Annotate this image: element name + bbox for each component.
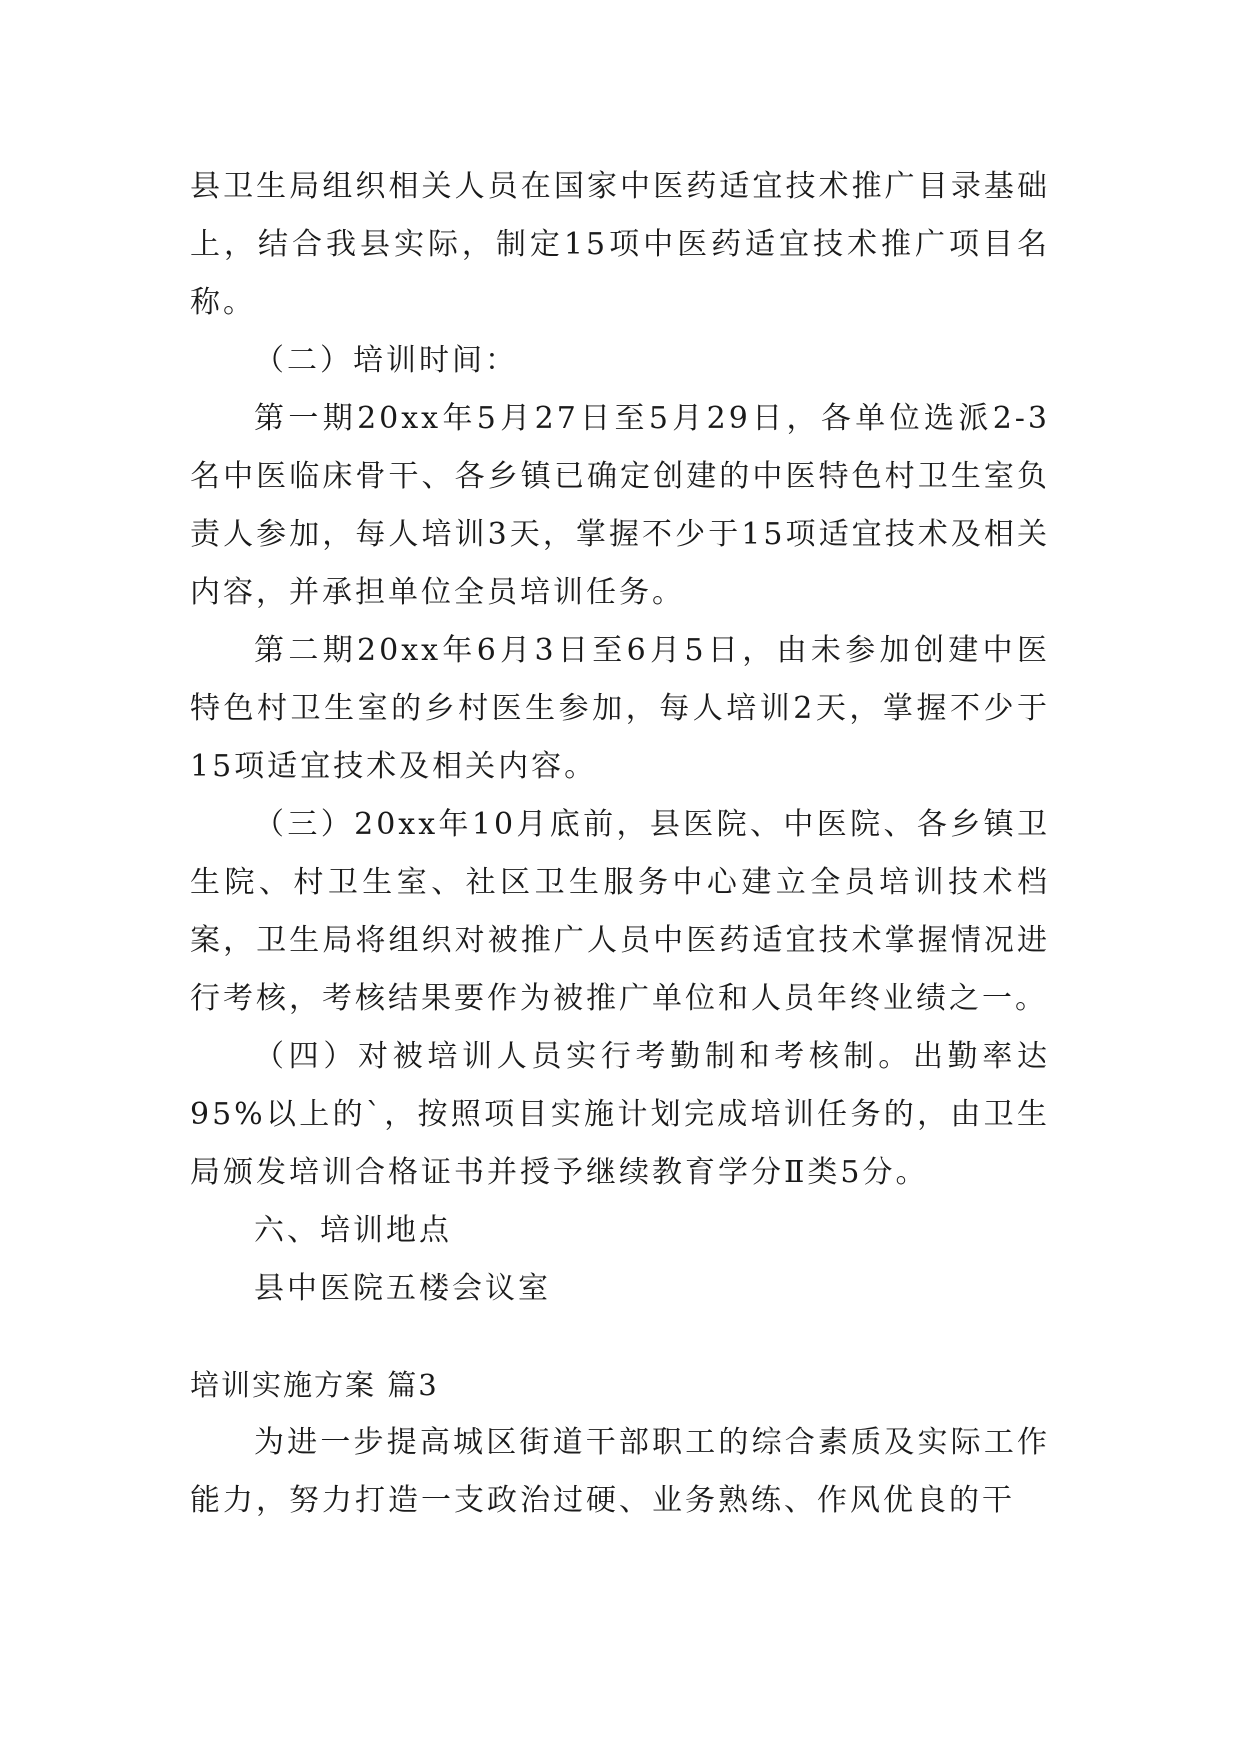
paragraph-section-three: （三）20xx年10月底前，县医院、中医院、各乡镇卫生院、村卫生室、社区卫生服务中心建立全员培训技术档案，卫生局将组织对被推广人员中医药适宜技术掌握情况进行考核，考核结果要作为被推广单位和人员年终业绩之一。 <box>190 807 1050 1016</box>
section-title: 培训实施方案 篇3 <box>190 1368 439 1402</box>
paragraph-location: 县中医院五楼会议室 <box>254 1271 551 1306</box>
section-heading-training-location: 六、培训地点 <box>254 1213 452 1248</box>
section-gap <box>190 1318 1050 1356</box>
paragraph-closing: 为进一步提高城区街道干部职工的综合素质及实际工作能力，努力打造一支政治过硬、业务熟练、作风优良的干 <box>190 1425 1050 1518</box>
document-body <box>190 158 1050 1530</box>
paragraph-phase-two: 第二期20xx年6月3日至6月5日，由未参加创建中医特色村卫生室的乡村医生参加，每人培训2天，掌握不少于15项适宜技术及相关内容。 <box>190 633 1050 784</box>
paragraph-intro: 县卫生局组织相关人员在国家中医药适宜技术推广目录基础上，结合我县实际，制定15项中医药适宜技术推广项目名称。 <box>190 169 1050 320</box>
section-heading-training-time: （二）培训时间： <box>254 343 518 378</box>
paragraph-section-four: （四）对被培训人员实行考勤制和考核制。出勤率达95%以上的`，按照项目实施计划完成培训任务的，由卫生局颁发培训合格证书并授予继续教育学分Ⅱ类5分。 <box>190 1039 1050 1190</box>
paragraph-phase-one: 第一期20xx年5月27日至5月29日，各单位选派2-3名中医临床骨干、各乡镇已确定创建的中医特色村卫生室负责人参加，每人培训3天，掌握不少于15项适宜技术及相关内容，并承担单位全员培训任务。 <box>190 401 1050 610</box>
